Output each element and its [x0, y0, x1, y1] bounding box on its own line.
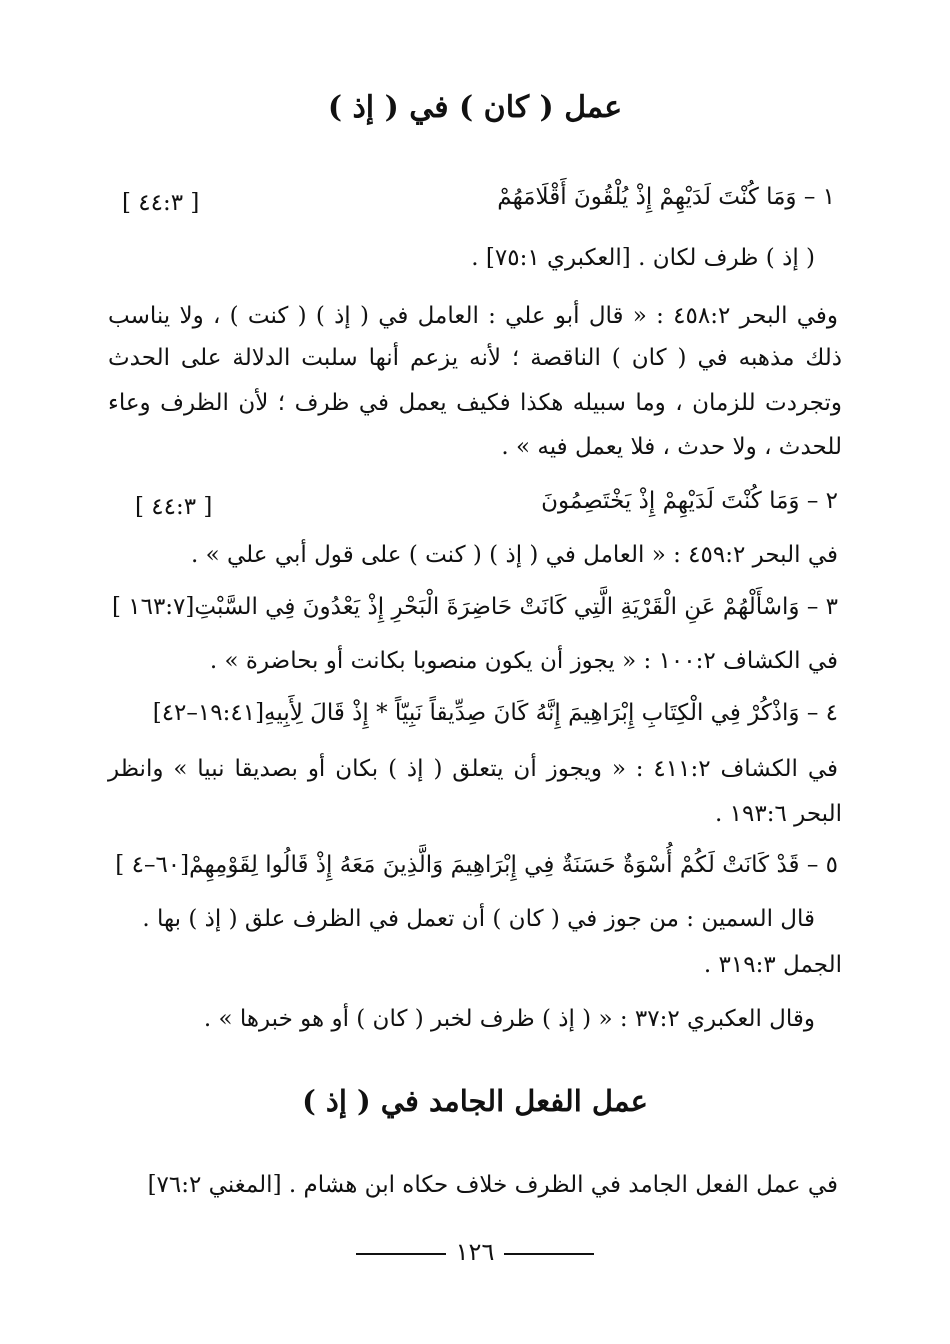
section-title: عمل الفعل الجامد في ( إذ ) — [302, 1084, 648, 1118]
paragraph-line-3: وتجردت للزمان ، وما سبيله هكذا فكيف يعمل في ظرف ؛ لأن الظرف وعاء — [108, 390, 842, 416]
paragraph-line-4: للحدث ، ولا حدث ، فلا يعمل فيه » . — [501, 434, 842, 460]
footer-dash-left — [356, 1253, 446, 1255]
note-5-line-1: قال السمين : من جوز في ( كان ) أن تعمل في الظرف علق ( إذ ) بها . — [142, 906, 815, 932]
page-number: ١٢٦ — [455, 1238, 495, 1266]
verse-1: ١ – وَمَا كُنْتَ لَدَيْهِمْ إِذْ يُلْقُونَ أَقْلَامَهُمْ — [497, 184, 835, 210]
verse-1-reference: [ ٤٤:٣ ] — [122, 190, 200, 216]
paragraph-line-2: ذلك مذهبه في ( كان ) الناقصة ؛ لأنه يزعم أنها سلبت الدلالة على الحدث — [108, 345, 842, 371]
verse-5: ٥ – قَدْ كَانَتْ لَكُمْ أُسْوَةٌ حَسَنَةٌ فِي إِبْرَاهِيمَ وَالَّذِينَ مَعَهُ إِذْ قَالُوا لِقَوْمِهِمْ[٦٠–٤ ] — [115, 852, 838, 878]
verse-4: ٤ – وَاذْكُرْ فِي الْكِتَابِ إِبْرَاهِيمَ إِنَّهُ كَانَ صِدِّيقاً نَبِيّاً * إِذْ قَالَ لِأَبِيهِ[١٩:٤١–٤٢] — [152, 700, 838, 726]
page-footer — [0, 1238, 950, 1266]
note-1: ( إذ ) ظرف لكان . [العكبري ٧٥:١] . — [471, 245, 815, 271]
note-3: في الكشاف ١٠٠:٢ : « يجوز أن يكون منصوبا بكانت أو بحاضرة » . — [209, 648, 838, 674]
verse-2-reference: [ ٤٤:٣ ] — [135, 494, 213, 520]
verse-2: ٢ – وَمَا كُنْتَ لَدَيْهِمْ إِذْ يَخْتَصِمُونَ — [541, 488, 838, 514]
section-note: في عمل الفعل الجامد في الظرف خلاف حكاه ابن هشام . [المغني ٧٦:٢] — [147, 1172, 838, 1198]
paragraph-line-1: وفي البحر ٤٥٨:٢ : « قال أبو علي : العامل في ( إذ ) ( كنت ) ، ولا يناسب — [108, 303, 838, 329]
note-4-line-2: البحر ١٩٣:٦ . — [715, 801, 842, 827]
note-4-line-1: في الكشاف ٤١١:٢ : « ويجوز أن يتعلق ( إذ ) بكان أو بصديقا نبيا » وانظر — [108, 756, 838, 782]
footer-dash-right — [504, 1253, 594, 1255]
note-5-line-3: وقال العكبري ٣٧:٢ : « ( إذ ) ظرف لخبر ( كان ) أو هو خبرها » . — [203, 1006, 815, 1032]
note-2: في البحر ٤٥٩:٢ : « العامل في ( إذ ) ( كنت ) على قول أبي علي » . — [191, 542, 838, 568]
page-title: عمل ( كان ) في ( إذ ) — [327, 90, 623, 125]
verse-3: ٣ – وَاسْأَلْهُمْ عَنِ الْقَرْيَةِ الَّتِي كَانَتْ حَاضِرَةَ الْبَحْرِ إِذْ يَعْدُونَ فِي السَّبْتِ[١٦٣:٧ ] — [111, 594, 838, 620]
note-5-line-2: الجمل ٣١٩:٣ . — [703, 952, 842, 978]
